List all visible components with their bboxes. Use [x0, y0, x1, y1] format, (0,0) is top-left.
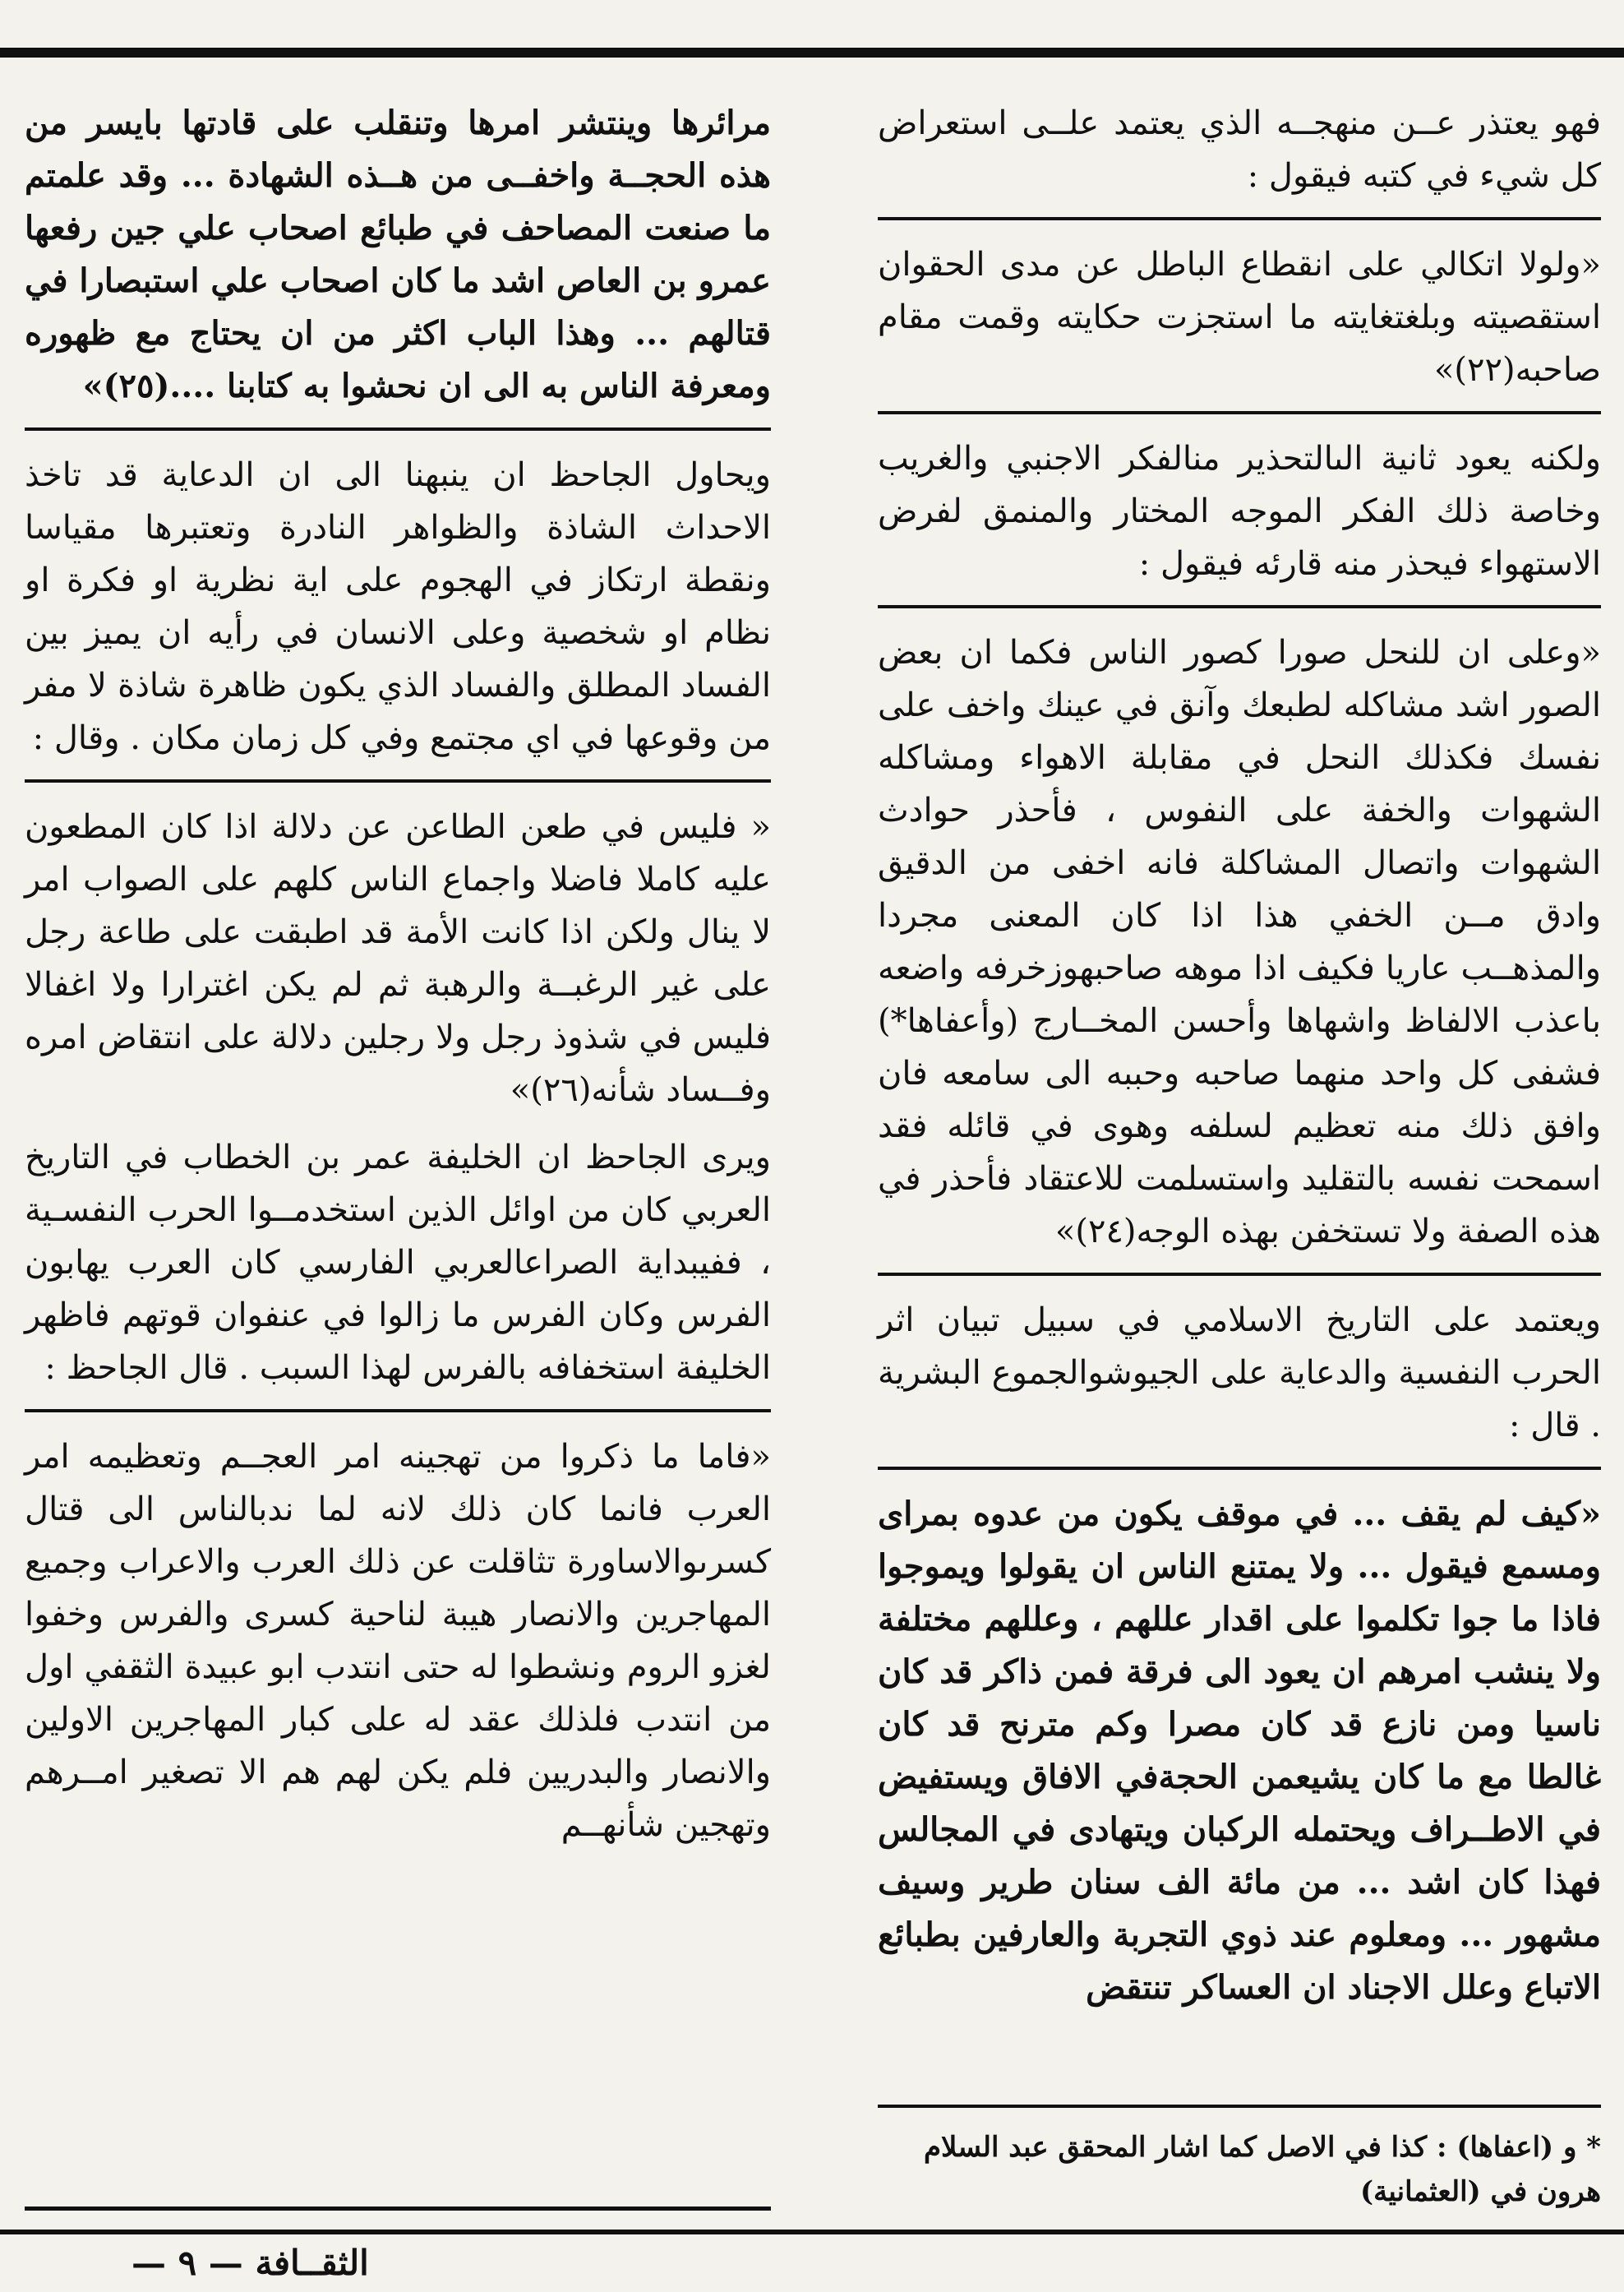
page-number: ٩: [178, 2243, 197, 2283]
quotation: «ولولا اتكالي على انقطاع الباطل عن مدى الحقوان استقصيته وبلغتغايته ما استجزت حكايته وقمت مقام صاحبه(٢٢)»: [878, 246, 1601, 389]
quotation: «كيف لم يقف ... في موقف يكون من عدوه بمراى ومسمع فيقول ... ولا يمتنع الناس ان يقولوا ويموجوا فاذا ما جوا تكلموا على اقدار عللهم ، وعللهم مختلفة ولا ينشب امرهم ان يعود الى فرقة فمن ذاكر قد كان ناسيا ومن نازع قد كان مصرا وكم مترنح قد كان غالطا مع ما كان يشيعمن الحجةفي الافاق ويستفيض في الاطــراف ويحتمله الركبان ويتهادى في المجالس فهذا كان اشد ... من مائة الف سنان طرير وسيف مشهور ... ومعلوم عند ذوي التجربة والعارفين بطبائع الاتباع وعلل الاجناد ان العساكر تنتقض: [878, 1495, 1601, 2007]
left-column: [25, 97, 771, 1866]
divider: [878, 605, 1601, 608]
page-footer: الثقــافة — ٩ —: [131, 2243, 369, 2283]
right-column: [878, 97, 1601, 2029]
divider: [878, 1467, 1601, 1470]
quotation: « فليس في طعن الطاعن عن دلالة اذا كان المطعون عليه كاملا فاضلا واجماع الناس كلهم على الصواب امر لا ينال ولكن اذا كانت الأمة قد اطبقت على طاعة رجل على غير الرغبــة والرهبة ثم لم يكن اغترارا ولا اغفالا فليس في شذوذ رجل ولا رجلين دلالة على انتقاض امره وفــساد شأنه(٢٦)»: [25, 808, 771, 1109]
divider: [878, 411, 1601, 414]
divider: [25, 427, 771, 431]
divider: [878, 1273, 1601, 1276]
paragraph: ويحاول الجاحظ ان ينبهنا الى ان الدعاية قد تاخذ الاحداث الشاذة والظواهر النادرة وتعتبرها مقياسا ونقطة ارتكاز في الهجوم على اية نظرية او فكرة او نظام او شخصية وعلى الانسان في رأيه ان يميز بين الفساد المطلق والفساد الذي يكون ظاهرة شاذة لا مفر من وقوعها في اي مجتمع وفي كل زمان مكان . وقال :: [25, 456, 771, 757]
magazine-name: الثقــافة: [255, 2243, 369, 2283]
paragraph: ويرى الجاحظ ان الخليفة عمر بن الخطاب في التاريخ العربي كان من اوائل الذين استخدمــوا الحرب النفسـية ، ففيبداية الصراعالعربي الفارسي كان العرب يهابون الفرس وكان الفرس ما زالوا في عنفوان قوتهم فاظهر الخليفة استخفافه بالفرس لهذا السبب . قال الجاحظ :: [25, 1139, 772, 1387]
paragraph: ولكنه يعود ثانية الىالتحذير منالفكر الاجنبي والغريب وخاصة ذلك الفكر الموجه المختار والمنمق لفرض الاستهواء فيحذر منه قارئه فيقول :: [878, 440, 1601, 583]
footnote-rule: [878, 2105, 1601, 2108]
divider: [878, 217, 1601, 220]
bottom-rule: [0, 2230, 1624, 2234]
quotation: «وعلى ان للنحل صورا كصور الناس فكما ان بعض الصور اشد مشاكله لطبعك وآنق في عينك واخف على نفسك فكذلك النحل في مقابلة الاهواء ومشاكله الشهوات والخفة على النفوس ، فأحذر حوادث الشهوات واتصال المشاكلة فانه اخفى من الدقيق وادق مــن الخفي هذا اذا كان المعنى مجردا والمذهــب عاريا فكيف اذا موهه صاحبهوزخرفه واضعه باعذب الالفاظ واشهاها وأحسن المخــارج (وأعفاها*) فشفى كل واحد منهما صاحبه وحببه الى سامعه فان وافق ذلك منه تعظيم لسلفه وهوى في قائله فقد اسمحت نفسه بالتقليد واستسلمت للاعتقاد فأحذر في هذه الصفة ولا تستخفن بهذه الوجه(٢٤)»: [878, 634, 1601, 1250]
top-rule: [0, 48, 1624, 58]
paragraph: ويعتمد على التاريخ الاسلامي في سبيل تبيان اثر الحرب النفسية والدعاية على الجيوشوالجموع البشرية . قال :: [878, 1301, 1601, 1444]
paragraph: فهو يعتذر عــن منهجــه الذي يعتمد علــى استعراض كل شيء في كتبه فيقول :: [878, 104, 1601, 195]
quotation: مرائرها وينتشر امرها وتنقلب على قادتها بايسر من هذه الحجــة واخفــى من هــذه الشهادة ... وقد علمتم ما صنعت المصاحف في طبائع اصحاب علي جين رفعها عمرو بن العاص اشد ما كان اصحاب علي استبصارا في قتالهم ... وهذا الباب اكثر من ان يحتاج مع ظهوره ومعرفة الناس به الى ان نحشوا به كتابنا ....(٢٥)»: [24, 104, 771, 405]
divider: [25, 1409, 771, 1412]
bottom-rule-left: [25, 2207, 771, 2211]
footnote: * و (اعفاها) : كذا في الاصل كما اشار المحقق عبد السلام هرون في (العثمانية): [924, 2131, 1601, 2208]
divider: [25, 779, 771, 783]
quotation: «فاما ما ذكروا من تهجينه امر العجــم وتعظيمه امر العرب فانما كان ذلك لانه لما ندبالناس الى قتال كسرىوالاساورة تثاقلت عن ذلك العرب والاعراب وجميع المهاجرين والانصار هيبة لناحية كسرى والفرس وخفوا لغزو الروم ونشطوا له حتى انتدب ابو عبيدة الثقفي اول من انتدب فلذلك عقد له على كبار المهاجرين الاولين والانصار والبدريين فلم يكن لهم هم الا تصغير امــرهم وتهجين شأنهــم: [25, 1438, 771, 1844]
